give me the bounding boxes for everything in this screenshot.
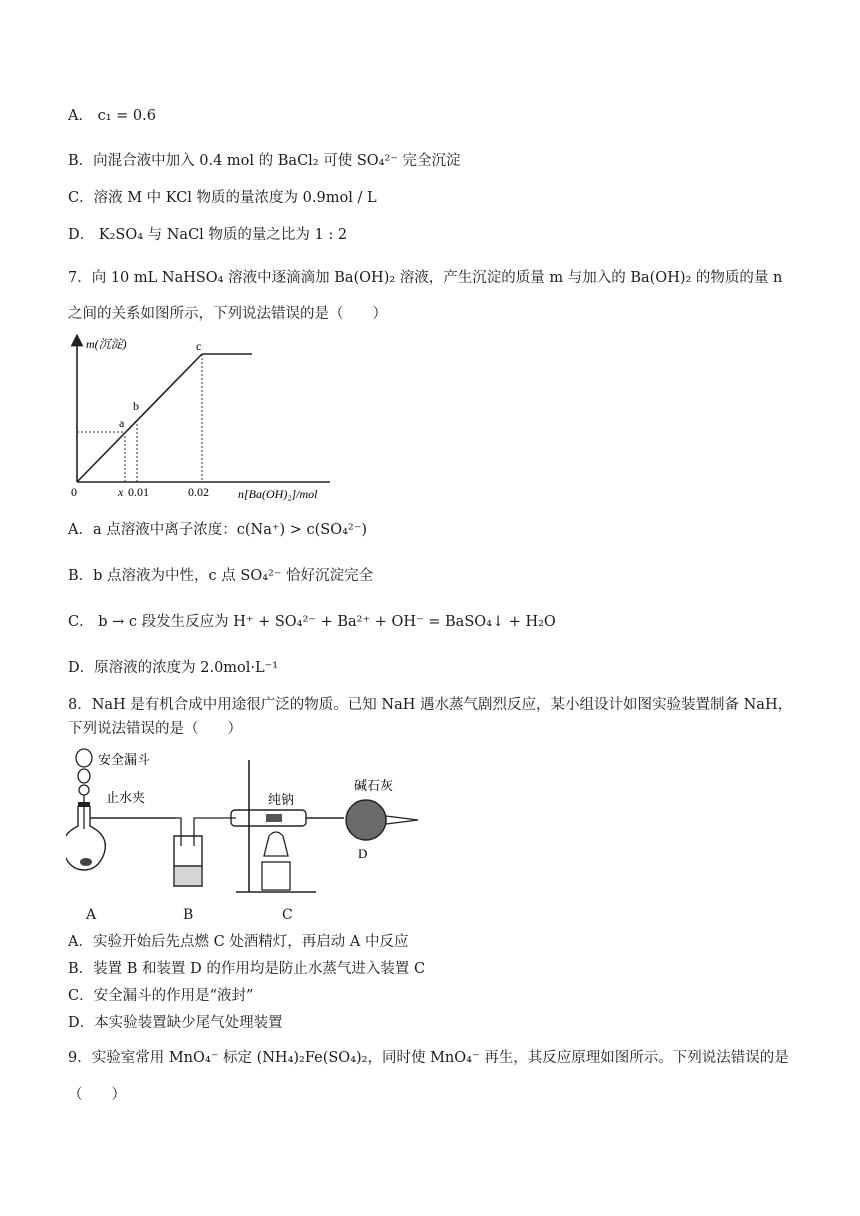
safety-funnel-label: 安全漏斗 [98, 752, 151, 767]
label-d: D [358, 846, 368, 861]
q6-option-c: C．溶液 M 中 KCl 物质的量浓度为 0.9mol / L [68, 190, 377, 206]
rising-line [77, 354, 202, 482]
q6-option-b: B．向混合液中加入 0.4 mol 的 BaCl₂ 可使 SO₄²⁻ 完全沉淀 [68, 153, 461, 169]
tube-c-icon [231, 810, 344, 826]
apparatus-label-b: B [183, 907, 194, 923]
y-axis-label: m(沉淀) [86, 337, 127, 351]
x-axis-label: n[Ba(OH)₂]/mol [238, 487, 318, 501]
burner-icon [262, 832, 290, 890]
q7-option-d: D．原溶液的浓度为 2.0mol·L⁻¹ [68, 660, 279, 676]
q7-stem-line1: 7．向 10 mL NaHSO₄ 溶液中逐滴滴加 Ba(OH)₂ 溶液，产生沉淀的质量 m 与加入的 Ba(OH)₂ 的物质的量 n [68, 270, 783, 286]
q8-option-d: D．本实验装置缺少尾气处理装置 [68, 1015, 283, 1031]
q8-apparatus [66, 744, 426, 904]
q7-option-a: A．a 点溶液中离子浓度：c(Na⁺) > c(SO₄²⁻) [68, 522, 368, 538]
q6-option-a: A． c₁ = 0.6 [68, 108, 156, 124]
q8-option-a: A．实验开始后先点燃 C 处酒精灯，再启动 A 中反应 [68, 934, 409, 950]
tick-001-label: 0.01 [128, 485, 149, 499]
q9-stem-line2: （ ） [68, 1087, 126, 1103]
clamp-icon [78, 802, 90, 807]
q9-stem-line1: 9．实验室常用 MnO₄⁻ 标定 (NH₄)₂Fe(SO₄)₂，同时使 MnO₄⁻ 再生，其反应原理如图所示。下列说法错误的是 [68, 1050, 789, 1066]
q8-option-b: B．装置 B 和装置 D 的作用均是防止水蒸气进入装置 C [68, 961, 426, 977]
apparatus-label-c: C [282, 907, 293, 923]
q6-option-d: D． K₂SO₄ 与 NaCl 物质的量之比为 1 : 2 [68, 227, 348, 243]
origin-label: 0 [71, 485, 77, 499]
point-b-label: b [133, 399, 139, 413]
point-c-label: c [196, 339, 202, 353]
drying-tube-d-icon [346, 800, 418, 840]
q8-stem-line1: 8．NaH 是有机合成中用途很广泛的物质。已知 NaH 遇水蒸气剧烈反应，某小组设计如图实验装置制备 NaH， [68, 697, 793, 713]
q8-option-c: C．安全漏斗的作用是“液封” [68, 988, 254, 1004]
q7-stem-line2: 之间的关系如图所示，下列说法错误的是（ ） [68, 306, 387, 322]
tick-002-label: 0.02 [188, 485, 209, 499]
apparatus-label-a: A [86, 907, 97, 923]
soda-lime-label: 碱石灰 [354, 778, 394, 793]
q7-option-b: B．b 点溶液为中性，c 点 SO₄²⁻ 恰好沉淀完全 [68, 568, 374, 584]
sodium-label: 纯钠 [268, 792, 295, 807]
q7-graph [62, 334, 337, 504]
q7-option-c: C． b → c 段发生反应为 H⁺ + SO₄²⁻ + Ba²⁺ + OH⁻ = BaSO₄↓ + H₂O [68, 614, 556, 630]
q8-stem-line2: 下列说法错误的是（ ） [68, 721, 242, 737]
clamp-label: 止水夹 [106, 790, 146, 805]
point-a-label: a [119, 416, 125, 430]
tick-x-label: x [118, 485, 124, 499]
